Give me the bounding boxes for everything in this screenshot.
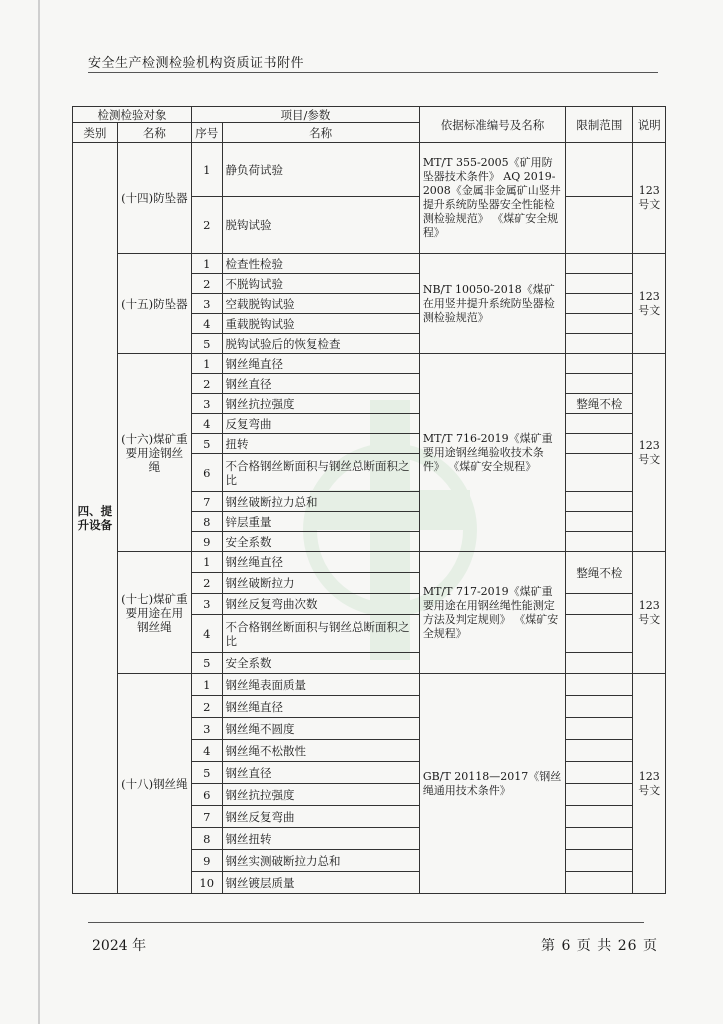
item-seq: 9 — [192, 532, 223, 552]
limit-cell — [566, 512, 633, 532]
standard-cell: NB/T 10050-2018《煤矿在用竖井提升系统防坠器检测检验规范》 — [419, 254, 565, 354]
limit-cell — [566, 274, 633, 294]
item-seq: 3 — [192, 718, 223, 740]
limit-cell — [566, 653, 633, 674]
object-name: (十六)煤矿重要用途钢丝绳 — [117, 354, 191, 552]
item-name: 钢丝绳不松散性 — [222, 740, 419, 762]
item-name: 脱钩试验后的恢复检查 — [222, 334, 419, 354]
inspection-table — [72, 106, 666, 894]
item-seq: 1 — [192, 143, 223, 197]
note-cell: 123号文 — [633, 254, 666, 354]
item-name: 不合格钢丝断面积与钢丝总断面积之比 — [222, 615, 419, 653]
header-object: 检测检验对象 — [73, 107, 192, 123]
item-name: 空载脱钩试验 — [222, 294, 419, 314]
limit-cell: 整绳不检 — [566, 552, 633, 594]
page-number: 第 6 页 共 26 页 — [541, 938, 658, 954]
item-name: 钢丝反复弯曲次数 — [222, 594, 419, 615]
item-seq: 7 — [192, 806, 223, 828]
limit-cell — [566, 434, 633, 454]
item-seq: 2 — [192, 573, 223, 594]
item-name: 安全系数 — [222, 653, 419, 674]
item-seq: 1 — [192, 674, 223, 696]
item-name: 钢丝直径 — [222, 374, 419, 394]
item-name: 钢丝抗拉强度 — [222, 784, 419, 806]
item-seq: 4 — [192, 615, 223, 653]
item-seq: 3 — [192, 294, 223, 314]
item-name: 钢丝扭转 — [222, 828, 419, 850]
item-name: 钢丝镀层质量 — [222, 872, 419, 894]
item-name: 钢丝破断拉力 — [222, 573, 419, 594]
note-cell: 123号文 — [633, 354, 666, 552]
standard-cell: MT/T 717-2019《煤矿重要用途在用钢丝绳性能测定方法及判定规则》 《煤矿安全规程》 — [419, 552, 565, 674]
standard-cell: MT/T 355-2005《矿用防坠器技术条件》 AQ 2019-2008《金属非金属矿山竖井提升系统防坠器安全性能检测检验规范》 《煤矿安全规程》 — [419, 143, 565, 254]
limit-cell — [566, 254, 633, 274]
limit-cell — [566, 314, 633, 334]
note-cell: 123号文 — [633, 143, 666, 254]
limit-cell — [566, 828, 633, 850]
item-seq: 4 — [192, 314, 223, 334]
limit-cell — [566, 197, 633, 254]
limit-cell — [566, 143, 633, 197]
limit-cell — [566, 850, 633, 872]
limit-cell — [566, 354, 633, 374]
header-limit: 限制范围 — [566, 107, 633, 143]
limit-cell — [566, 454, 633, 492]
item-seq: 5 — [192, 653, 223, 674]
footer-rule — [88, 922, 644, 923]
item-name: 安全系数 — [222, 532, 419, 552]
item-name: 钢丝绳直径 — [222, 552, 419, 573]
limit-cell — [566, 532, 633, 552]
item-name: 检查性检验 — [222, 254, 419, 274]
item-name: 扭转 — [222, 434, 419, 454]
item-name: 不合格钢丝断面积与钢丝总断面积之比 — [222, 454, 419, 492]
footer-year: 2024 年 — [92, 938, 147, 954]
item-seq: 4 — [192, 414, 223, 434]
item-name: 钢丝绳直径 — [222, 696, 419, 718]
limit-cell — [566, 784, 633, 806]
limit-cell — [566, 294, 633, 314]
note-cell: 123号文 — [633, 674, 666, 894]
limit-cell — [566, 872, 633, 894]
item-seq: 3 — [192, 594, 223, 615]
limit-cell — [566, 762, 633, 784]
item-name: 钢丝反复弯曲 — [222, 806, 419, 828]
item-seq: 8 — [192, 512, 223, 532]
standard-cell: GB/T 20118—2017《钢丝绳通用技术条件》 — [419, 674, 565, 894]
header-note: 说明 — [633, 107, 666, 143]
item-name: 钢丝绳表面质量 — [222, 674, 419, 696]
header-category: 类别 — [73, 123, 118, 143]
item-seq: 2 — [192, 696, 223, 718]
item-seq: 1 — [192, 552, 223, 573]
limit-cell — [566, 718, 633, 740]
item-seq: 5 — [192, 334, 223, 354]
limit-cell — [566, 806, 633, 828]
header-standard: 依据标准编号及名称 — [419, 107, 565, 143]
limit-cell — [566, 492, 633, 512]
item-name: 重载脱钩试验 — [222, 314, 419, 334]
limit-cell — [566, 414, 633, 434]
item-name: 钢丝绳直径 — [222, 354, 419, 374]
header-rule — [88, 72, 658, 73]
limit-cell — [566, 740, 633, 762]
item-seq: 3 — [192, 394, 223, 414]
object-name: (十八)钢丝绳 — [117, 674, 191, 894]
item-seq: 9 — [192, 850, 223, 872]
object-name: (十七)煤矿重要用途在用钢丝绳 — [117, 552, 191, 674]
header-item-name: 名称 — [222, 123, 419, 143]
limit-cell — [566, 594, 633, 615]
item-name: 钢丝抗拉强度 — [222, 394, 419, 414]
limit-cell — [566, 615, 633, 653]
item-name: 不脱钩试验 — [222, 274, 419, 294]
limit-cell — [566, 674, 633, 696]
item-seq: 6 — [192, 454, 223, 492]
item-name: 钢丝直径 — [222, 762, 419, 784]
item-name: 脱钩试验 — [222, 197, 419, 254]
category-cell: 四、提升设备 — [73, 143, 118, 894]
limit-cell — [566, 696, 633, 718]
standard-cell: MT/T 716-2019《煤矿重要用途钢丝绳验收技术条件》 《煤矿安全规程》 — [419, 354, 565, 552]
page-edge — [38, 0, 40, 1024]
item-seq: 7 — [192, 492, 223, 512]
item-seq: 5 — [192, 434, 223, 454]
item-seq: 1 — [192, 354, 223, 374]
item-seq: 6 — [192, 784, 223, 806]
item-name: 静负荷试验 — [222, 143, 419, 197]
item-name: 钢丝实测破断拉力总和 — [222, 850, 419, 872]
limit-cell: 整绳不检 — [566, 394, 633, 414]
object-name: (十四)防坠器 — [117, 143, 191, 254]
item-name: 钢丝破断拉力总和 — [222, 492, 419, 512]
item-seq: 2 — [192, 197, 223, 254]
item-seq: 5 — [192, 762, 223, 784]
item-seq: 1 — [192, 254, 223, 274]
item-name: 反复弯曲 — [222, 414, 419, 434]
item-seq: 10 — [192, 872, 223, 894]
note-cell: 123号文 — [633, 552, 666, 674]
item-seq: 2 — [192, 374, 223, 394]
header-item-param: 项目/参数 — [192, 107, 420, 123]
header-name: 名称 — [117, 123, 191, 143]
header-seq: 序号 — [192, 123, 223, 143]
item-name: 锌层重量 — [222, 512, 419, 532]
item-seq: 4 — [192, 740, 223, 762]
limit-cell — [566, 374, 633, 394]
item-seq: 8 — [192, 828, 223, 850]
limit-cell — [566, 334, 633, 354]
item-name: 钢丝绳不圆度 — [222, 718, 419, 740]
document-header: 安全生产检测检验机构资质证书附件 — [88, 56, 305, 71]
item-seq: 2 — [192, 274, 223, 294]
object-name: (十五)防坠器 — [117, 254, 191, 354]
